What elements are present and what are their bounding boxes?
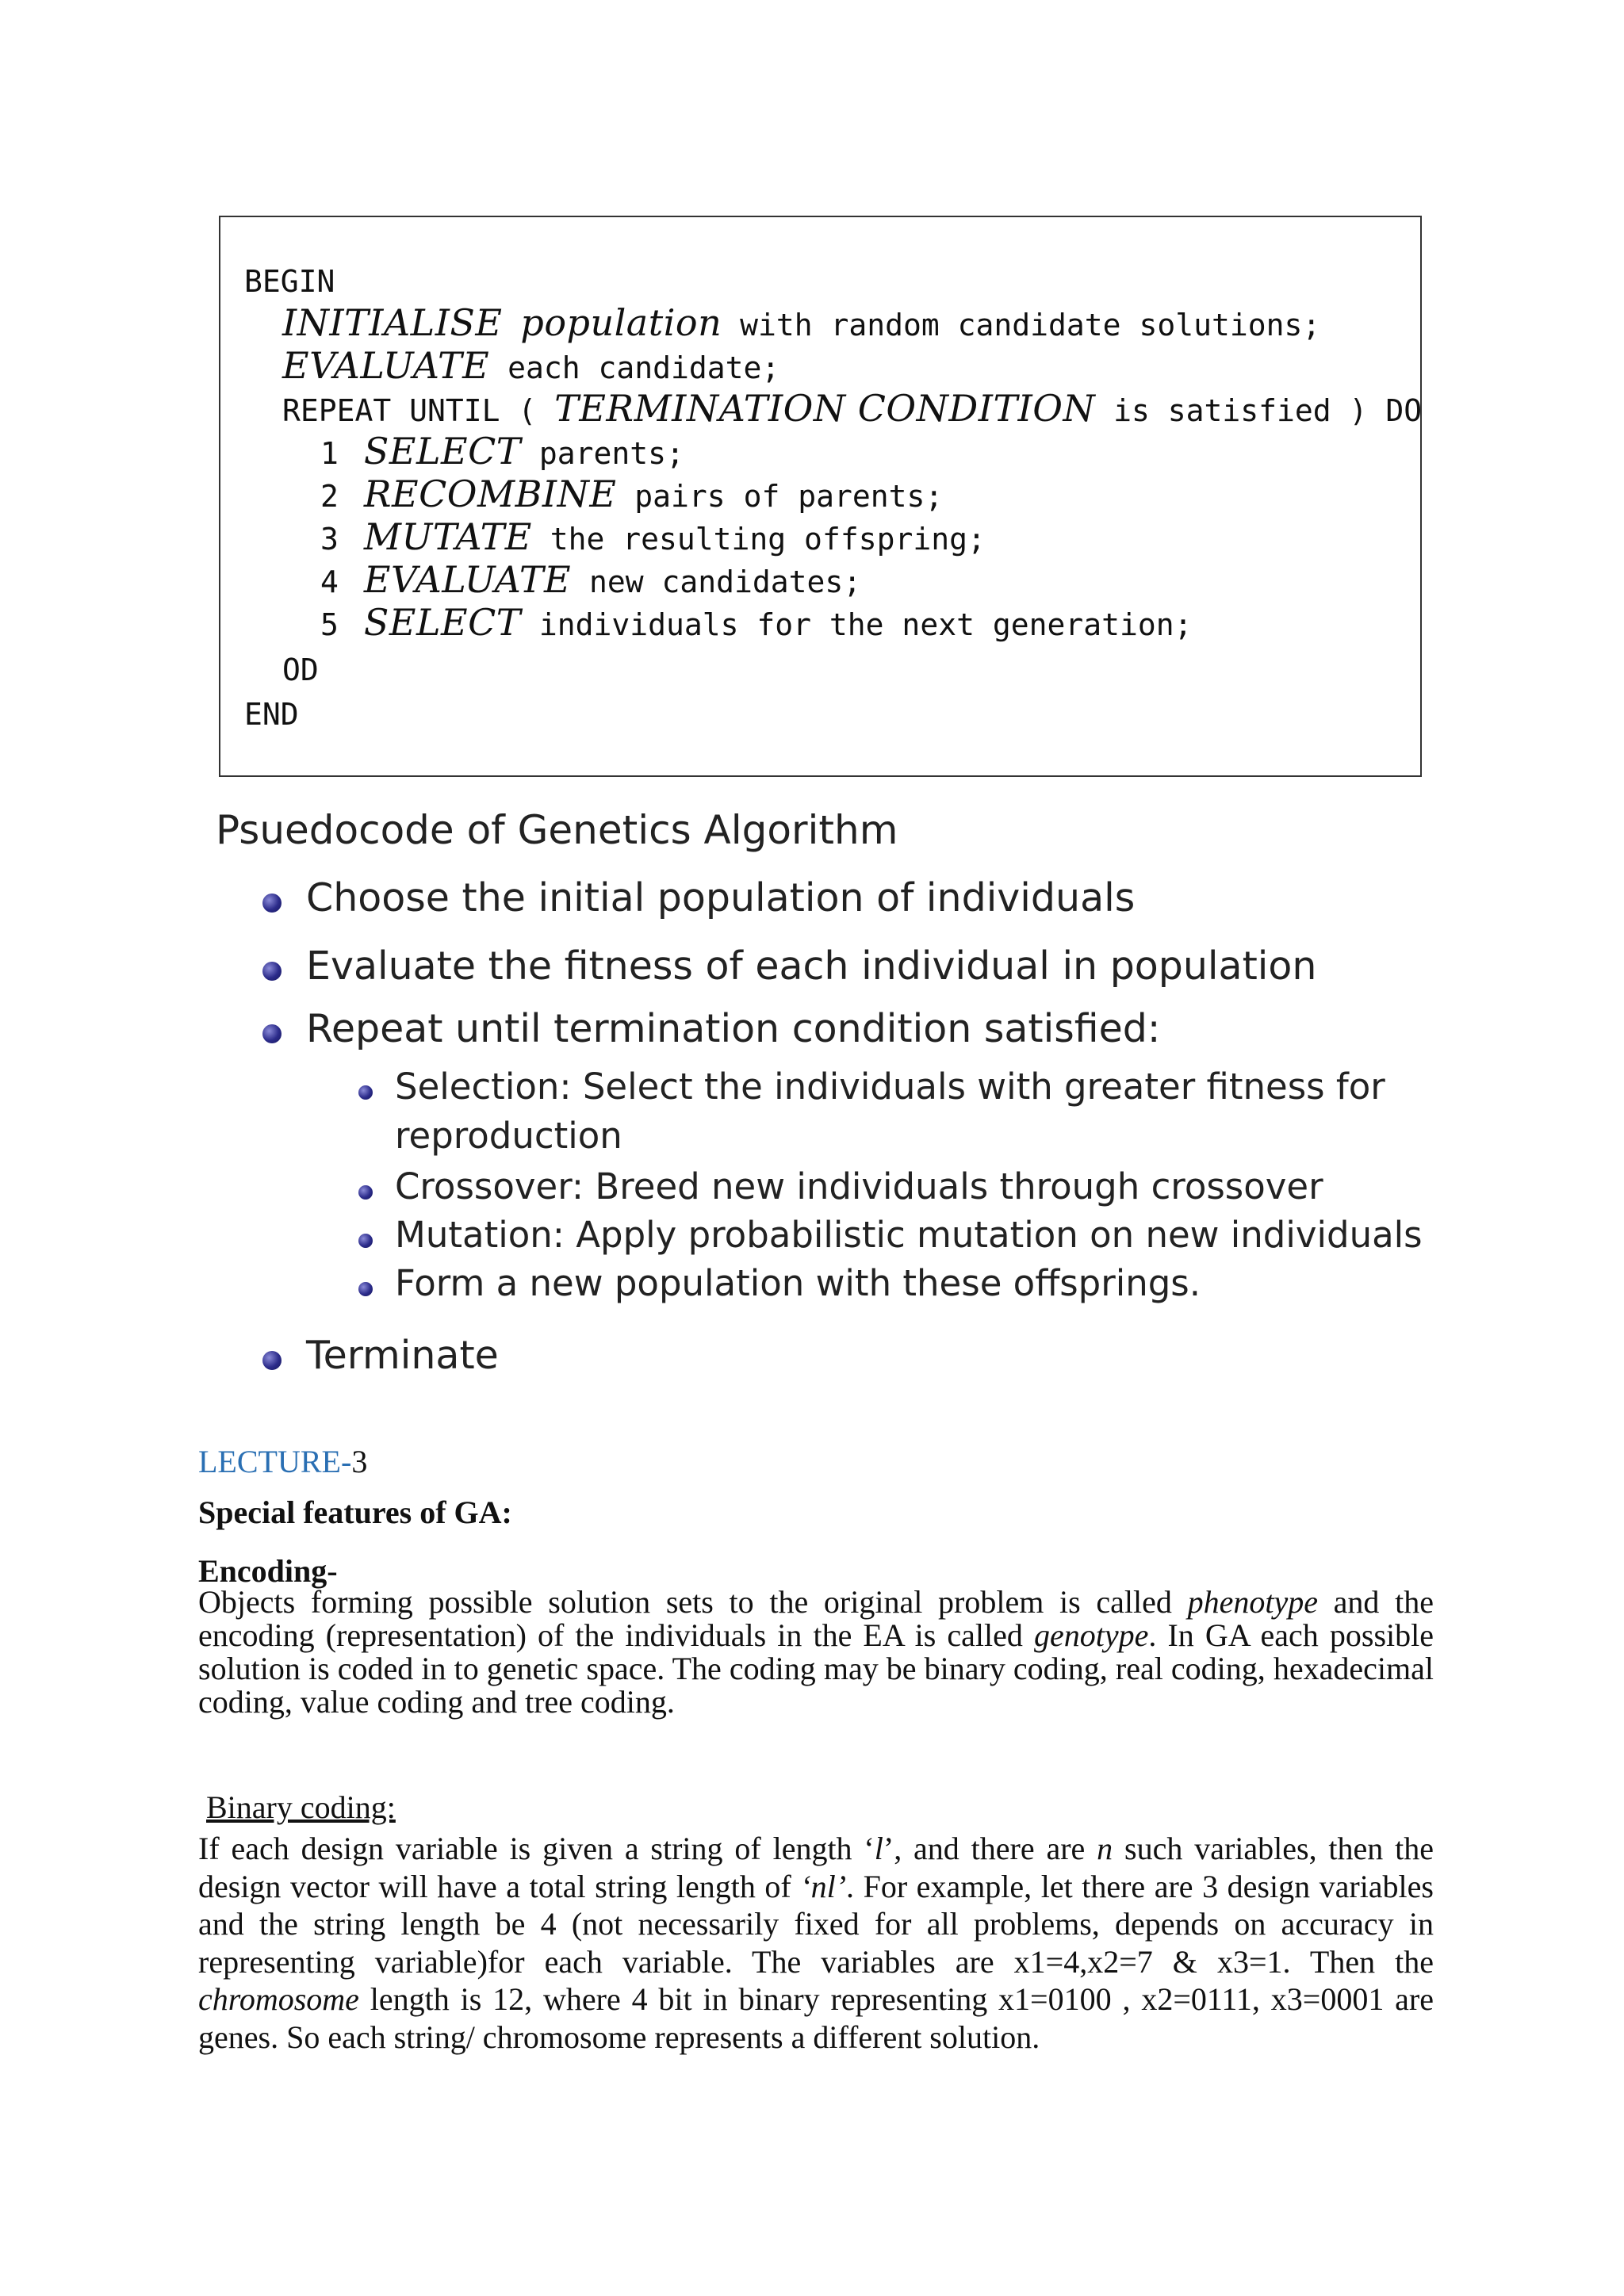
code-od: OD: [282, 652, 319, 687]
code-begin: BEGIN: [244, 264, 335, 299]
code-keyword: INITIALISE: [282, 301, 503, 344]
code-step-3: [320, 515, 986, 558]
text-run: ’, and there are: [883, 1831, 1097, 1866]
bullet-icon: [262, 1351, 282, 1370]
term-n: n: [1097, 1831, 1113, 1866]
code-keyword: TERMINATION CONDITION: [554, 387, 1096, 430]
step-number: 4: [320, 564, 339, 599]
lecture-label: LECTURE-: [198, 1444, 352, 1479]
code-keyword: EVALUATE: [363, 558, 572, 601]
code-keyword: population: [520, 301, 722, 344]
bullet-terminate: Terminate: [306, 1333, 499, 1378]
binary-coding-paragraph: [198, 1830, 1434, 2056]
term-chromosome: chromosome: [198, 1981, 359, 2017]
step-number: 2: [320, 479, 339, 514]
lecture-heading: [198, 1443, 367, 1480]
code-keyword: RECOMBINE: [363, 473, 617, 515]
code-keyword: SELECT: [363, 430, 521, 473]
step-number: 1: [320, 436, 339, 471]
sub-bullet-icon: [358, 1234, 373, 1248]
sub-bullet-crossover: Crossover: Breed new individuals through crossover: [395, 1165, 1323, 1207]
pseudocode-caption: Psuedocode of Genetics Algorithm: [216, 807, 898, 853]
step-number: 3: [320, 522, 339, 557]
code-text: is satisfied ) DO: [1095, 393, 1423, 428]
sub-bullet-icon: [358, 1085, 373, 1100]
code-text: individuals for the next generation;: [521, 607, 1193, 642]
bullet-icon: [262, 894, 282, 913]
text-run: and the encoding (representation) of the individuals in the EA is called: [198, 1584, 1434, 1653]
sub-bullet-icon: [358, 1185, 373, 1200]
sub-bullet-form: Form a new population with these offsprings.: [395, 1262, 1201, 1304]
code-line-repeat: [282, 387, 1423, 430]
text-run: length is 12, where 4 bit in binary representing x1=0100 , x2=0111, x3=0001 are genes. So each string/ chromosome represents a different solution.: [198, 1981, 1434, 2055]
code-keyword: MUTATE: [363, 515, 532, 558]
bullet-icon: [262, 1024, 282, 1043]
bullet-repeat: Repeat until termination condition satisfied:: [306, 1006, 1161, 1051]
text-run: Objects forming possible solution sets to the original problem is called: [198, 1584, 1188, 1620]
term-phenotype: phenotype: [1187, 1584, 1318, 1620]
code-text: pairs of parents;: [616, 479, 944, 514]
sub-bullet-selection: Selection: Select the individuals with greater fitness for: [395, 1066, 1385, 1108]
lecture-number: 3: [351, 1444, 368, 1479]
code-step-2: [320, 473, 944, 515]
code-text: with random candidate solutions;: [722, 308, 1321, 342]
code-text: new candidates;: [571, 564, 862, 599]
binary-coding-heading: Binary coding:: [206, 1789, 396, 1825]
sub-bullet-mutation: Mutation: Apply probabilistic mutation on new individuals: [395, 1214, 1423, 1256]
code-text: the resulting offspring;: [531, 522, 986, 557]
term-genotype: genotype: [1033, 1617, 1149, 1653]
code-step-4: [320, 558, 862, 601]
code-text: parents;: [521, 436, 684, 471]
code-keyword: EVALUATE: [282, 344, 490, 387]
code-end: END: [244, 697, 299, 732]
text-run: . In GA each possible solution is coded in to genetic space. The coding may be binary coding, real coding, hexadecimal coding, value coding and tree coding.: [198, 1617, 1434, 1720]
code-keyword: SELECT: [363, 601, 521, 644]
bullet-choose: Choose the initial population of individuals: [306, 875, 1136, 920]
code-text: each candidate;: [489, 350, 780, 385]
code-step-1: [320, 430, 684, 473]
sub-bullet-icon: [358, 1282, 373, 1296]
special-features-heading: Special features of GA:: [198, 1494, 512, 1530]
bullet-icon: [262, 962, 282, 981]
code-step-5: [320, 601, 1193, 644]
term-l: l: [874, 1831, 883, 1866]
step-number: 5: [320, 607, 339, 642]
code-line-initialise: [282, 301, 1321, 344]
code-text: REPEAT UNTIL (: [282, 393, 555, 428]
term-nl: ‘nl’: [800, 1868, 847, 1904]
text-run: If each design variable is given a string of length ‘: [198, 1831, 875, 1866]
bullet-evaluate: Evaluate the fitness of each individual in population: [306, 943, 1317, 989]
encoding-paragraph: [198, 1586, 1434, 1719]
code-line-evaluate: [282, 344, 780, 387]
text-run: . For example, let there are 3 design variables and the string length be 4 (not necessarily fixed for all problems, depends on accuracy in representing variable)for each variable. The variables are x1=4,x2=7 & x3=1. Then the: [198, 1868, 1434, 1980]
text-run: such variables, then the design vector will have a total string length of: [198, 1831, 1434, 1904]
encoding-heading: Encoding-: [198, 1553, 338, 1589]
sub-bullet-selection-cont: reproduction: [395, 1115, 622, 1157]
